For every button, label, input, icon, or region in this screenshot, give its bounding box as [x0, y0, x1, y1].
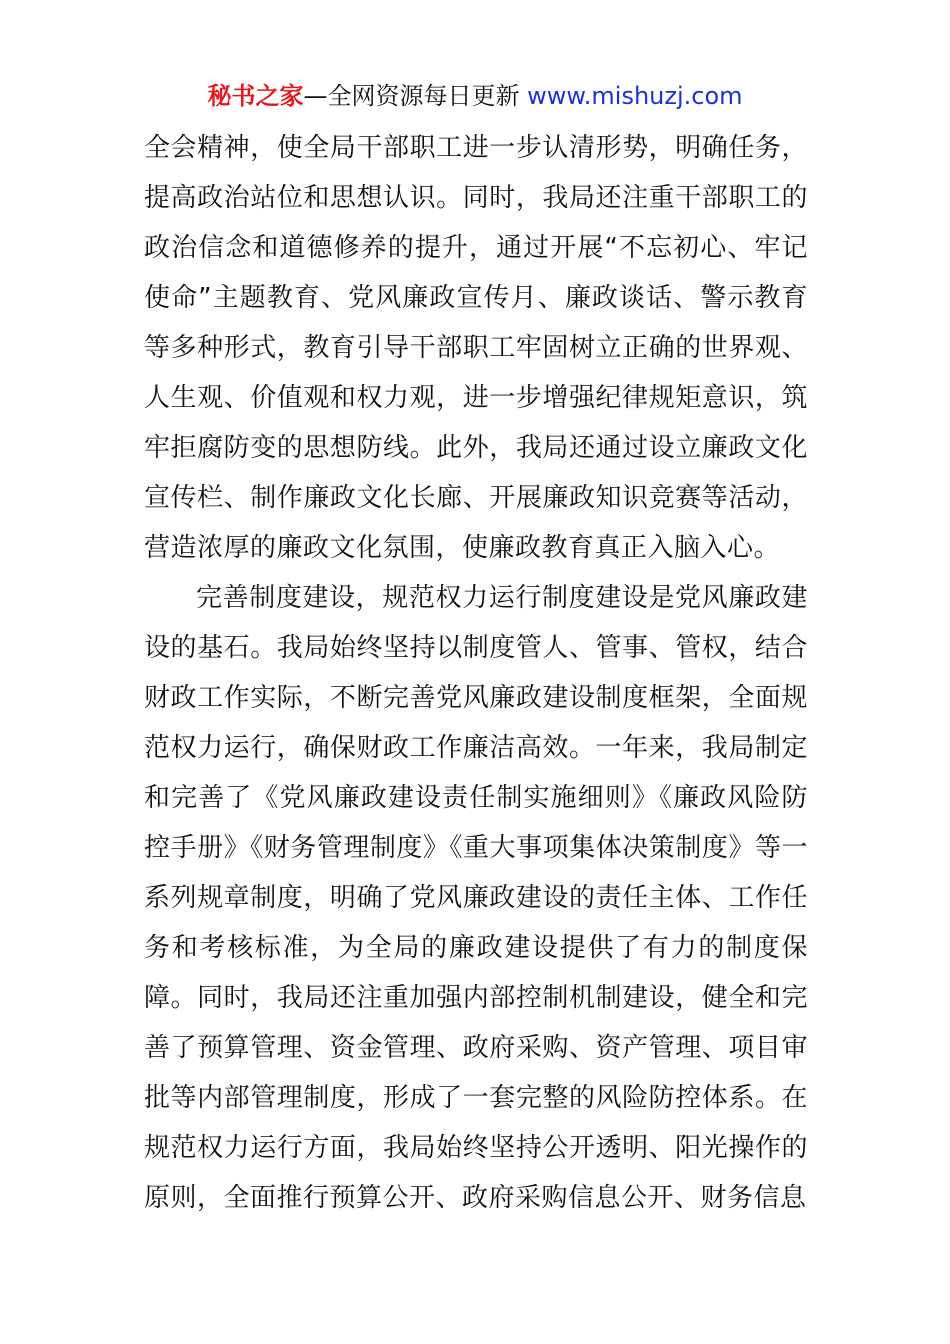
paragraph-institution-building: 完善制度建设，规范权力运行制度建设是党风廉政建设的基石。我局始终坚持以制度管人、管事、管权，结合财政工作实际，不断完善党风廉政建设制度框架，全面规范权力运行，确保财政工作廉洁高效。一年来，我局制定和完善了《党风廉政建设责任制实施细则》《廉政风险防控手册》《财务管理制度》《重大事项集体决策制度》等一系列规章制度，明确了党风廉政建设的责任主体、工作任务和考核标准，为全局的廉政建设提供了有力的制度保障。同时，我局还注重加强内部控制机制建设，健全和完善了预算管理、资金管理、政府采购、资产管理、项目审批等内部管理制度，形成了一套完整的风险防控体系。在规范权力运行方面，我局始终坚持公开透明、阳光操作的原则，全面推行预算公开、政府采购信息公开、财务信息 — [144, 583, 808, 1213]
site-link[interactable]: www.mishuzj.com — [527, 82, 743, 110]
header-tagline: —全网资源每日更新 — [303, 82, 528, 110]
document-body — [144, 123, 808, 1223]
paragraph-continued: 全会精神，使全局干部职工进一步认清形势，明确任务，提高政治站位和思想认识。同时，我局还注重干部职工的政治信念和道德修养的提升，通过开展“不忘初心、牢记使命”主题教育、党风廉政宣传月、廉政谈话、警示教育等多种形式，教育引导干部职工牢固树立正确的世界观、人生观、价值观和权力观，进一步增强纪律规矩意识，筑牢拒腐防变的思想防线。此外，我局还通过设立廉政文化宣传栏、制作廉政文化长廊、开展廉政知识竞赛等活动，营造浓厚的廉政文化氛围，使廉政教育真正入脑入心。 — [144, 133, 808, 563]
brand-name: 秘书之家 — [207, 82, 304, 110]
page-header — [0, 80, 950, 112]
